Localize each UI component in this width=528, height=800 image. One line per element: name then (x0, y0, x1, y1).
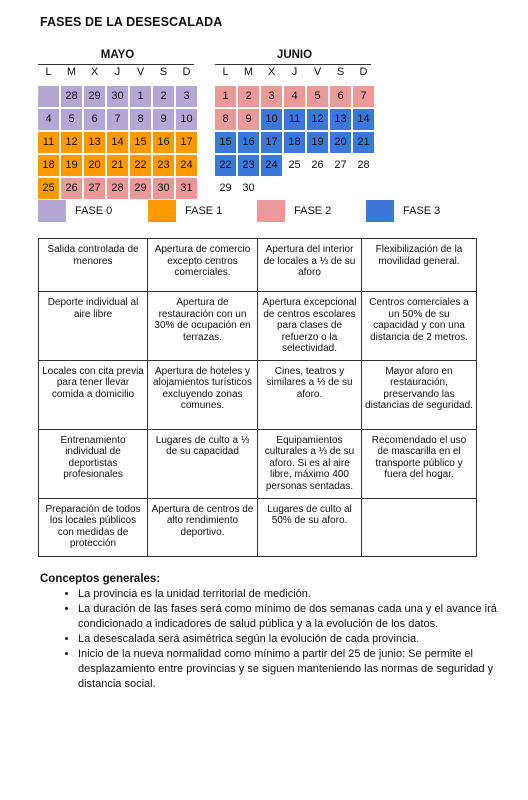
weekday-header: J (114, 66, 121, 78)
calendar-day: 29 (84, 86, 105, 107)
weekday-header: D (359, 66, 368, 78)
legend-label: FASE 0 (75, 205, 113, 217)
table-cell: Locales con cita previa para tener llevar comida a domicilio (39, 360, 148, 429)
page-title: FASES DE LA DESESCALADA (40, 15, 223, 29)
weekday-header: X (90, 66, 99, 78)
weekday-header: M (243, 66, 254, 78)
weekday-header: X (267, 66, 276, 78)
list-item: • La desescalada será asimétrica según la evolución de cada provincia. (78, 632, 500, 647)
legend-swatch (38, 200, 66, 222)
table-cell: Apertura de hoteles y alojamientos turísticos excluyendo zonas comunes. (148, 360, 258, 429)
table-cell: Deporte individual al aire libre (39, 292, 148, 361)
calendar-day: 26 (311, 159, 324, 171)
calendar-day: 11 (284, 109, 305, 130)
weekday-header: S (336, 66, 345, 78)
weekday-header: J (291, 66, 298, 78)
weekday-header: S (159, 66, 168, 78)
weekday-header: L (45, 66, 52, 78)
calendar-day: 14 (107, 132, 128, 153)
calendar-day: 25 (38, 178, 59, 199)
list-item: • La provincia es la unidad territorial de medición. (78, 587, 500, 602)
calendar-day: 8 (215, 109, 236, 130)
list-item: • Inicio de la nueva normalidad como mínimo a partir del 25 de junio: Se permite el desplazamiento entre provincias y se siguen manteniendo las normas de seguridad y distancia social. (78, 647, 500, 692)
calendar-day: 19 (307, 132, 328, 153)
calendar-day: 21 (107, 155, 128, 176)
calendar-month-title: JUNIO (276, 49, 313, 61)
calendar-day: 17 (261, 132, 282, 153)
calendar-day: 3 (176, 86, 197, 107)
calendar-day: 9 (153, 109, 174, 130)
calendar-day: 28 (357, 159, 370, 171)
legend-label: FASE 1 (185, 205, 223, 217)
legend-label: FASE 3 (403, 205, 441, 217)
calendar-day: 5 (307, 86, 328, 107)
calendar-grid (215, 63, 374, 199)
calendar-day: 30 (242, 182, 255, 194)
calendar-day: 7 (107, 109, 128, 130)
calendar-day: 15 (215, 132, 236, 153)
calendar-day: 17 (176, 132, 197, 153)
table-row (39, 498, 477, 556)
weekday-header: L (222, 66, 229, 78)
table-row (39, 429, 477, 498)
calendar-day: 7 (353, 86, 374, 107)
divider (38, 64, 194, 65)
calendar-day: 27 (84, 178, 105, 199)
calendar-day: 12 (61, 132, 82, 153)
table-cell: Apertura de restauración con un 30% de ocupación en terrazas. (148, 292, 258, 361)
calendar-day: 16 (153, 132, 174, 153)
calendar-day: 11 (38, 132, 59, 153)
table-cell: Cines, teatros y similares a ⅓ de su aforo. (258, 360, 362, 429)
calendar-day: 23 (238, 155, 259, 176)
table-cell: Recomendado el uso de mascarilla en el transporte público y fuera del hogar. (362, 429, 477, 498)
calendar-day: 30 (153, 178, 174, 199)
calendar-day: 6 (84, 109, 105, 130)
calendar-day: 6 (330, 86, 351, 107)
legend-swatch (257, 200, 285, 222)
divider (215, 64, 371, 65)
calendar-day: 20 (84, 155, 105, 176)
concepts-list (40, 587, 500, 692)
table-cell: Lugares de culto a ⅓ de su capacidad (148, 429, 258, 498)
calendar-day: 21 (353, 132, 374, 153)
calendar-day: 2 (238, 86, 259, 107)
table-cell: Mayor aforo en restauración, preservando las distancias de seguridad. (362, 360, 477, 429)
calendar-day: 2 (153, 86, 174, 107)
calendar-june (215, 47, 374, 199)
calendar-day: 18 (38, 155, 59, 176)
table-cell: Apertura del interior de locales a ⅓ de su aforo (258, 239, 362, 292)
legend-swatch (148, 200, 176, 222)
measures-table (38, 238, 477, 557)
table-cell: Salida controlada de menores (39, 239, 148, 292)
legend-swatch (366, 200, 394, 222)
table-row (39, 292, 477, 361)
calendar-day: 4 (284, 86, 305, 107)
table-cell: Flexibilización de la movilidad general. (362, 239, 477, 292)
legend-fase-2 (257, 200, 331, 222)
calendar-day: 12 (307, 109, 328, 130)
calendar-day: 22 (130, 155, 151, 176)
calendar-day: 25 (288, 159, 301, 171)
calendar-day: 20 (330, 132, 351, 153)
calendar-day: 27 (334, 159, 347, 171)
general-concepts (40, 573, 500, 692)
table-row (39, 360, 477, 429)
calendar-day: 28 (107, 178, 128, 199)
calendar-day: 29 (130, 178, 151, 199)
calendar-day: 28 (61, 86, 82, 107)
legend-label: FASE 2 (294, 205, 332, 217)
calendar-day: 4 (38, 109, 59, 130)
calendar-may (38, 47, 197, 199)
calendar-month-title: MAYO (100, 49, 135, 61)
legend-fase-1 (148, 200, 222, 222)
calendar-day (38, 86, 59, 107)
table-cell: Apertura excepcional de centros escolares para clases de refuerzo o la selectividad. (258, 292, 362, 361)
calendar-day: 13 (330, 109, 351, 130)
calendar-day: 24 (261, 155, 282, 176)
calendar-day: 22 (215, 155, 236, 176)
calendar-day: 3 (261, 86, 282, 107)
legend-fase-3 (366, 200, 440, 222)
calendar-day: 30 (107, 86, 128, 107)
concepts-heading: Conceptos generales: (40, 573, 161, 585)
calendar-day: 29 (219, 182, 232, 194)
calendar-day: 14 (353, 109, 374, 130)
calendar-day: 10 (176, 109, 197, 130)
calendar-day: 16 (238, 132, 259, 153)
table-cell: Apertura de centros de alto rendimiento deportivo. (148, 498, 258, 556)
calendar-day: 5 (61, 109, 82, 130)
weekday-header: D (182, 66, 191, 78)
list-item: • La duración de las fases será como mínimo de dos semanas cada una y el avance irá condicionado a indicadores de salud pública y a la evolución de los datos. (78, 602, 500, 632)
weekday-header: M (66, 66, 77, 78)
calendar-day: 15 (130, 132, 151, 153)
table-cell: Apertura de comercio excepto centros comerciales. (148, 239, 258, 292)
calendar-day: 24 (176, 155, 197, 176)
table-cell: Preparación de todos los locales públicos con medidas de protección (39, 498, 148, 556)
table-cell: Centros comerciales a un 50% de su capacidad y con una distancia de 2 metros. (362, 292, 477, 361)
calendar-day: 18 (284, 132, 305, 153)
calendar-day: 19 (61, 155, 82, 176)
calendar-day: 10 (261, 109, 282, 130)
calendar-day: 8 (130, 109, 151, 130)
calendar-day: 1 (130, 86, 151, 107)
legend-fase-0 (38, 200, 112, 222)
calendar-day: 9 (238, 109, 259, 130)
weekday-header: V (313, 66, 322, 78)
calendar-day: 26 (61, 178, 82, 199)
weekday-header: V (136, 66, 145, 78)
table-cell: Lugares de culto al 50% de su aforo. (258, 498, 362, 556)
calendar-day: 1 (215, 86, 236, 107)
table-row (39, 239, 477, 292)
table-cell: Entrenamiento individual de deportistas profesionales (39, 429, 148, 498)
table-cell: Equipamientos culturales a ⅓ de su aforo. Si es al aire libre, máximo 400 personas sentadas. (258, 429, 362, 498)
table-cell (362, 498, 477, 556)
calendar-day: 13 (84, 132, 105, 153)
calendar-day: 31 (176, 178, 197, 199)
calendar-day: 23 (153, 155, 174, 176)
calendar-grid (38, 63, 197, 199)
